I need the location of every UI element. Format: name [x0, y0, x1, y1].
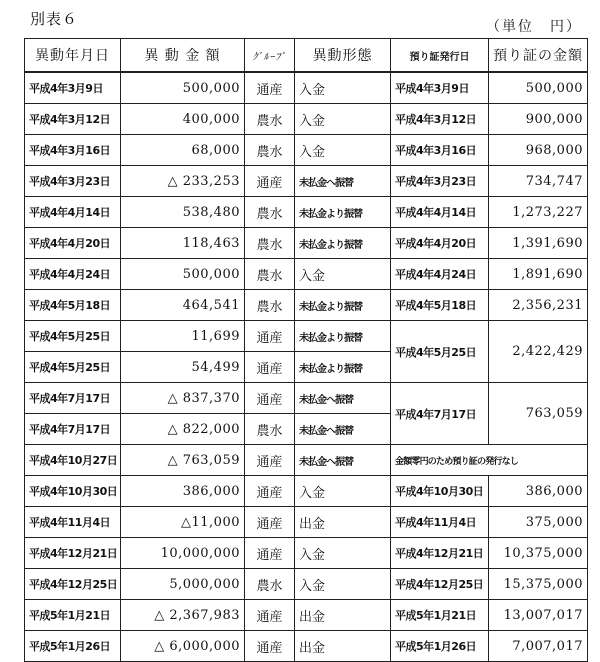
amount-cell: 5,000,000 [121, 569, 245, 600]
date-cell: 平成4年4月14日 [25, 197, 121, 228]
table-row [25, 321, 588, 352]
type-cell: 未払金より振替 [295, 228, 391, 259]
group-cell: 農水 [245, 414, 295, 445]
type-cell: 未払金より振替 [295, 197, 391, 228]
date-cell: 平成4年5月25日 [25, 321, 121, 352]
cert-date-cell: 平成4年3月9日 [391, 72, 489, 104]
amount-cell: 54,499 [121, 352, 245, 383]
date-cell: 平成4年10月30日 [25, 476, 121, 507]
amount-cell: 118,463 [121, 228, 245, 259]
header-balance: 預り証の金額 [489, 39, 588, 73]
balance-cell: 2,422,429 [489, 321, 588, 383]
amount-cell: △ 233,253 [121, 166, 245, 197]
balance-cell: 15,375,000 [489, 569, 588, 600]
type-cell: 入金 [295, 135, 391, 166]
cert-date-cell: 平成4年4月14日 [391, 197, 489, 228]
header-type: 異動形態 [295, 39, 391, 73]
group-cell: 通産 [245, 476, 295, 507]
table-row [25, 538, 588, 569]
balance-cell: 1,391,690 [489, 228, 588, 259]
type-cell: 入金 [295, 569, 391, 600]
table-row [25, 166, 588, 197]
amount-cell: △11,000 [121, 507, 245, 538]
amount-cell: △ 822,000 [121, 414, 245, 445]
group-cell: 農水 [245, 259, 295, 290]
balance-cell: 734,747 [489, 166, 588, 197]
cert-date-cell: 平成4年12月25日 [391, 569, 489, 600]
balance-cell: 13,007,017 [489, 600, 588, 631]
group-cell: 通産 [245, 538, 295, 569]
header-group: ｸﾞﾙｰﾌﾟ [245, 39, 295, 73]
amount-cell: 500,000 [121, 72, 245, 104]
date-cell: 平成4年3月9日 [25, 72, 121, 104]
amount-cell: 11,699 [121, 321, 245, 352]
date-cell: 平成4年5月18日 [25, 290, 121, 321]
table-row [25, 569, 588, 600]
type-cell: 未払金より振替 [295, 321, 391, 352]
table-row [25, 259, 588, 290]
table-row [25, 476, 588, 507]
date-cell: 平成4年3月16日 [25, 135, 121, 166]
cert-date-cell: 平成4年12月21日 [391, 538, 489, 569]
type-cell: 出金 [295, 507, 391, 538]
cert-date-cell: 平成4年5月25日 [391, 321, 489, 383]
cert-date-cell: 平成4年5月18日 [391, 290, 489, 321]
ledger-body [25, 72, 588, 662]
table-row [25, 104, 588, 135]
group-cell: 通産 [245, 321, 295, 352]
date-cell: 平成4年10月27日 [25, 445, 121, 476]
group-cell: 農水 [245, 569, 295, 600]
balance-cell: 7,007,017 [489, 631, 588, 662]
type-cell: 未払金へ振替 [295, 166, 391, 197]
cert-date-cell: 平成4年11月4日 [391, 507, 489, 538]
cert-date-cell: 平成4年4月24日 [391, 259, 489, 290]
date-cell: 平成4年4月24日 [25, 259, 121, 290]
balance-cell: 386,000 [489, 476, 588, 507]
no-certificate-note: 金額零円のため預り証の発行なし [391, 445, 588, 476]
group-cell: 通産 [245, 72, 295, 104]
cert-date-cell: 平成4年3月12日 [391, 104, 489, 135]
header-cert-date: 預り証発行日 [391, 39, 489, 73]
amount-cell: 500,000 [121, 259, 245, 290]
table-row [25, 135, 588, 166]
balance-cell: 2,356,231 [489, 290, 588, 321]
balance-cell: 1,273,227 [489, 197, 588, 228]
balance-cell: 500,000 [489, 72, 588, 104]
group-cell: 通産 [245, 507, 295, 538]
group-cell: 通産 [245, 631, 295, 662]
cert-date-cell: 平成4年10月30日 [391, 476, 489, 507]
balance-cell: 375,000 [489, 507, 588, 538]
group-cell: 農水 [245, 228, 295, 259]
cert-date-cell: 平成5年1月26日 [391, 631, 489, 662]
date-cell: 平成4年12月21日 [25, 538, 121, 569]
document-label: 別表６ [30, 10, 79, 28]
amount-cell: 386,000 [121, 476, 245, 507]
balance-cell: 763,059 [489, 383, 588, 445]
table-row [25, 197, 588, 228]
amount-cell: △ 6,000,000 [121, 631, 245, 662]
amount-cell: 464,541 [121, 290, 245, 321]
table-row [25, 228, 588, 259]
table-row [25, 507, 588, 538]
unit-label: （単位 円） [486, 19, 582, 35]
group-cell: 農水 [245, 197, 295, 228]
group-cell: 通産 [245, 445, 295, 476]
type-cell: 入金 [295, 476, 391, 507]
group-cell: 通産 [245, 352, 295, 383]
cert-date-cell: 平成4年3月23日 [391, 166, 489, 197]
group-cell: 農水 [245, 290, 295, 321]
date-cell: 平成4年3月23日 [25, 166, 121, 197]
type-cell: 未払金へ振替 [295, 383, 391, 414]
balance-cell: 10,375,000 [489, 538, 588, 569]
group-cell: 農水 [245, 135, 295, 166]
group-cell: 通産 [245, 166, 295, 197]
type-cell: 未払金へ振替 [295, 414, 391, 445]
date-cell: 平成5年1月26日 [25, 631, 121, 662]
cert-date-cell: 平成4年4月20日 [391, 228, 489, 259]
amount-cell: 538,480 [121, 197, 245, 228]
balance-cell: 968,000 [489, 135, 588, 166]
amount-cell: 400,000 [121, 104, 245, 135]
type-cell: 出金 [295, 600, 391, 631]
type-cell: 未払金より振替 [295, 352, 391, 383]
type-cell: 未払金より振替 [295, 290, 391, 321]
date-cell: 平成5年1月21日 [25, 600, 121, 631]
amount-cell: △ 837,370 [121, 383, 245, 414]
amount-cell: 10,000,000 [121, 538, 245, 569]
balance-cell: 900,000 [489, 104, 588, 135]
table-row [25, 72, 588, 104]
table-row [25, 290, 588, 321]
amount-cell: △ 763,059 [121, 445, 245, 476]
cert-date-cell: 平成5年1月21日 [391, 600, 489, 631]
amount-cell: 68,000 [121, 135, 245, 166]
type-cell: 入金 [295, 259, 391, 290]
type-cell: 出金 [295, 631, 391, 662]
balance-cell: 1,891,690 [489, 259, 588, 290]
type-cell: 入金 [295, 104, 391, 135]
type-cell: 未払金へ振替 [295, 445, 391, 476]
table-row [25, 631, 588, 662]
date-cell: 平成4年5月25日 [25, 352, 121, 383]
ledger-table [24, 38, 588, 662]
header-row [25, 39, 588, 73]
date-cell: 平成4年12月25日 [25, 569, 121, 600]
amount-cell: △ 2,367,983 [121, 600, 245, 631]
group-cell: 農水 [245, 104, 295, 135]
date-cell: 平成4年3月12日 [25, 104, 121, 135]
group-cell: 通産 [245, 383, 295, 414]
cert-date-cell: 平成4年7月17日 [391, 383, 489, 445]
date-cell: 平成4年7月17日 [25, 414, 121, 445]
header-amount: 異 動 金 額 [121, 39, 245, 73]
type-cell: 入金 [295, 72, 391, 104]
type-cell: 入金 [295, 538, 391, 569]
header-date: 異動年月日 [25, 39, 121, 73]
table-row [25, 600, 588, 631]
group-cell: 通産 [245, 600, 295, 631]
date-cell: 平成4年4月20日 [25, 228, 121, 259]
table-row [25, 383, 588, 414]
date-cell: 平成4年11月4日 [25, 507, 121, 538]
table-row [25, 445, 588, 476]
date-cell: 平成4年7月17日 [25, 383, 121, 414]
cert-date-cell: 平成4年3月16日 [391, 135, 489, 166]
